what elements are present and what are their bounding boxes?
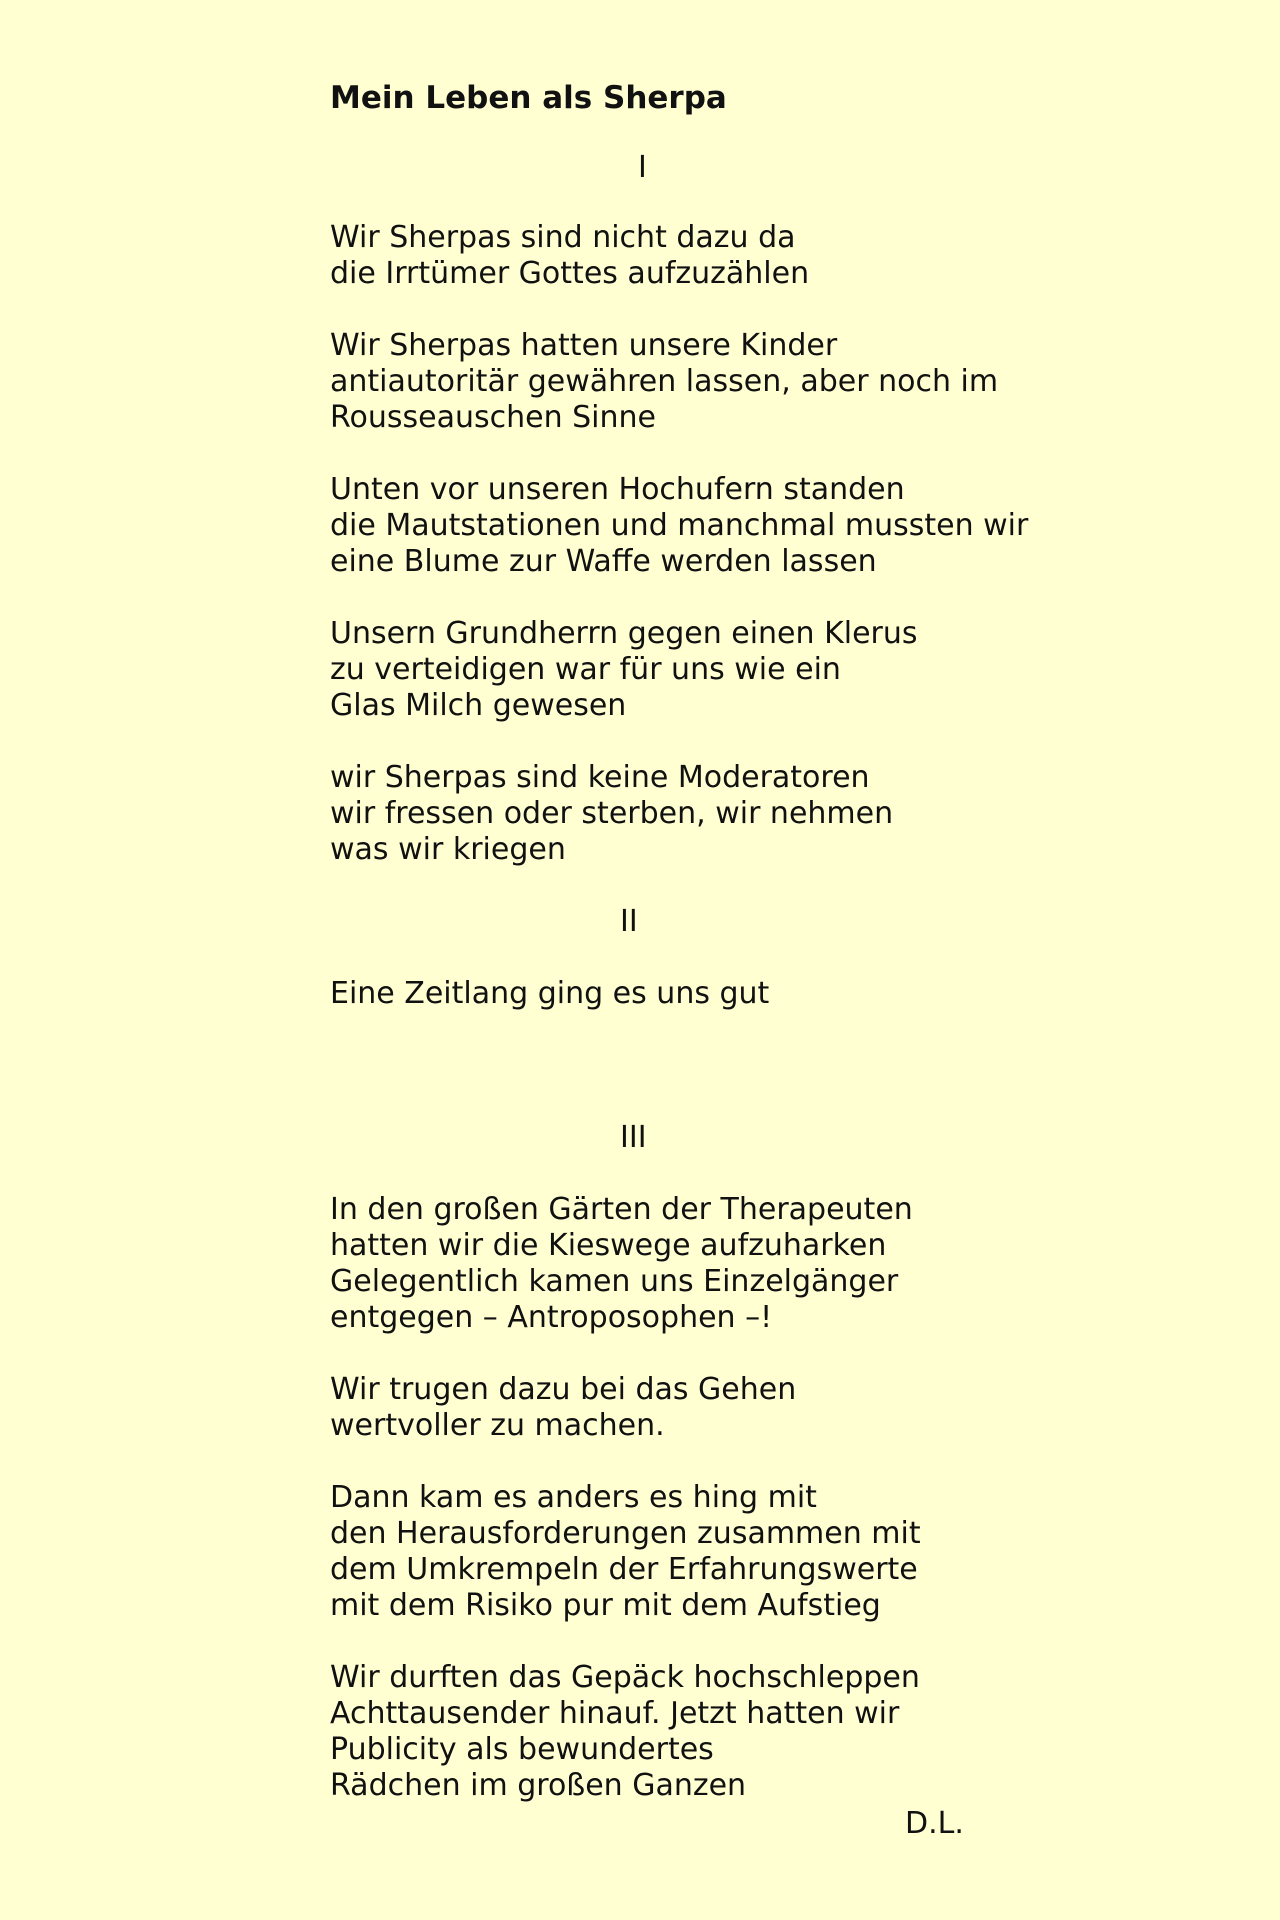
stanza [330,1372,796,1444]
section-number-3: III [620,1120,647,1155]
poem-line: Rousseauschen Sinne [330,400,656,435]
poem-line: In den großen Gärten der Therapeuten [330,1192,913,1227]
poem-line: Rädchen im großen Ganzen [330,1768,747,1803]
poem-line: hatten wir die Kieswege aufzuharken [330,1228,887,1263]
stanza [330,1480,921,1624]
poem-line: Wir Sherpas sind nicht dazu da [330,220,796,255]
poem-line: Gelegentlich kamen uns Einzelgänger [330,1264,899,1299]
poem-line: Unsern Grundherrn gegen einen Klerus [330,616,918,651]
poem-line: die Irrtümer Gottes aufzuzählen [330,256,810,291]
poem-line: Glas Milch gewesen [330,688,627,723]
poem-title: Mein Leben als Sherpa [330,80,727,116]
stanza [330,616,918,724]
stanza [330,976,769,1012]
poem-line: Publicity als bewundertes [330,1732,714,1767]
poem-line: wir fressen oder sterben, wir nehmen [330,796,894,831]
poem-line: antiautoritär gewähren lassen, aber noch im [330,364,999,399]
poem-line: die Mautstationen und manchmal mussten wir [330,508,1029,543]
poem-line: dem Umkrempeln der Erfahrungswerte [330,1552,918,1587]
poem-line: was wir kriegen [330,832,566,867]
stanza [330,1192,913,1336]
poem-line: Unten vor unseren Hochufern standen [330,472,905,507]
poem-line: wir Sherpas sind keine Moderatoren [330,760,870,795]
stanza [330,220,809,292]
poem-line: den Herausforderungen zusammen mit [330,1516,921,1551]
author-signature: D.L. [905,1806,964,1841]
poem-line: Wir durften das Gepäck hochschleppen [330,1660,920,1695]
poem-line: eine Blume zur Waffe werden lassen [330,544,877,579]
poem-line: Dann kam es anders es hing mit [330,1480,817,1515]
poem-line: Wir Sherpas hatten unsere Kinder [330,328,838,363]
stanza [330,472,1028,580]
section-number-1: I [638,150,647,185]
poem-line: Eine Zeitlang ging es uns gut [330,976,770,1011]
section-number-2: II [620,904,638,939]
poem-line: zu verteidigen war für uns wie ein [330,652,841,687]
poem-line: wertvoller zu machen. [330,1408,665,1443]
stanza [330,328,998,436]
poem-line: entgegen – Antroposophen –! [330,1300,773,1335]
poem-line: Achttausender hinauf. Jetzt hatten wir [330,1696,900,1731]
stanza [330,760,893,868]
poem-line: mit dem Risiko pur mit dem Aufstieg [330,1588,881,1623]
stanza [330,1660,920,1804]
poem-line: Wir trugen dazu bei das Gehen [330,1372,797,1407]
